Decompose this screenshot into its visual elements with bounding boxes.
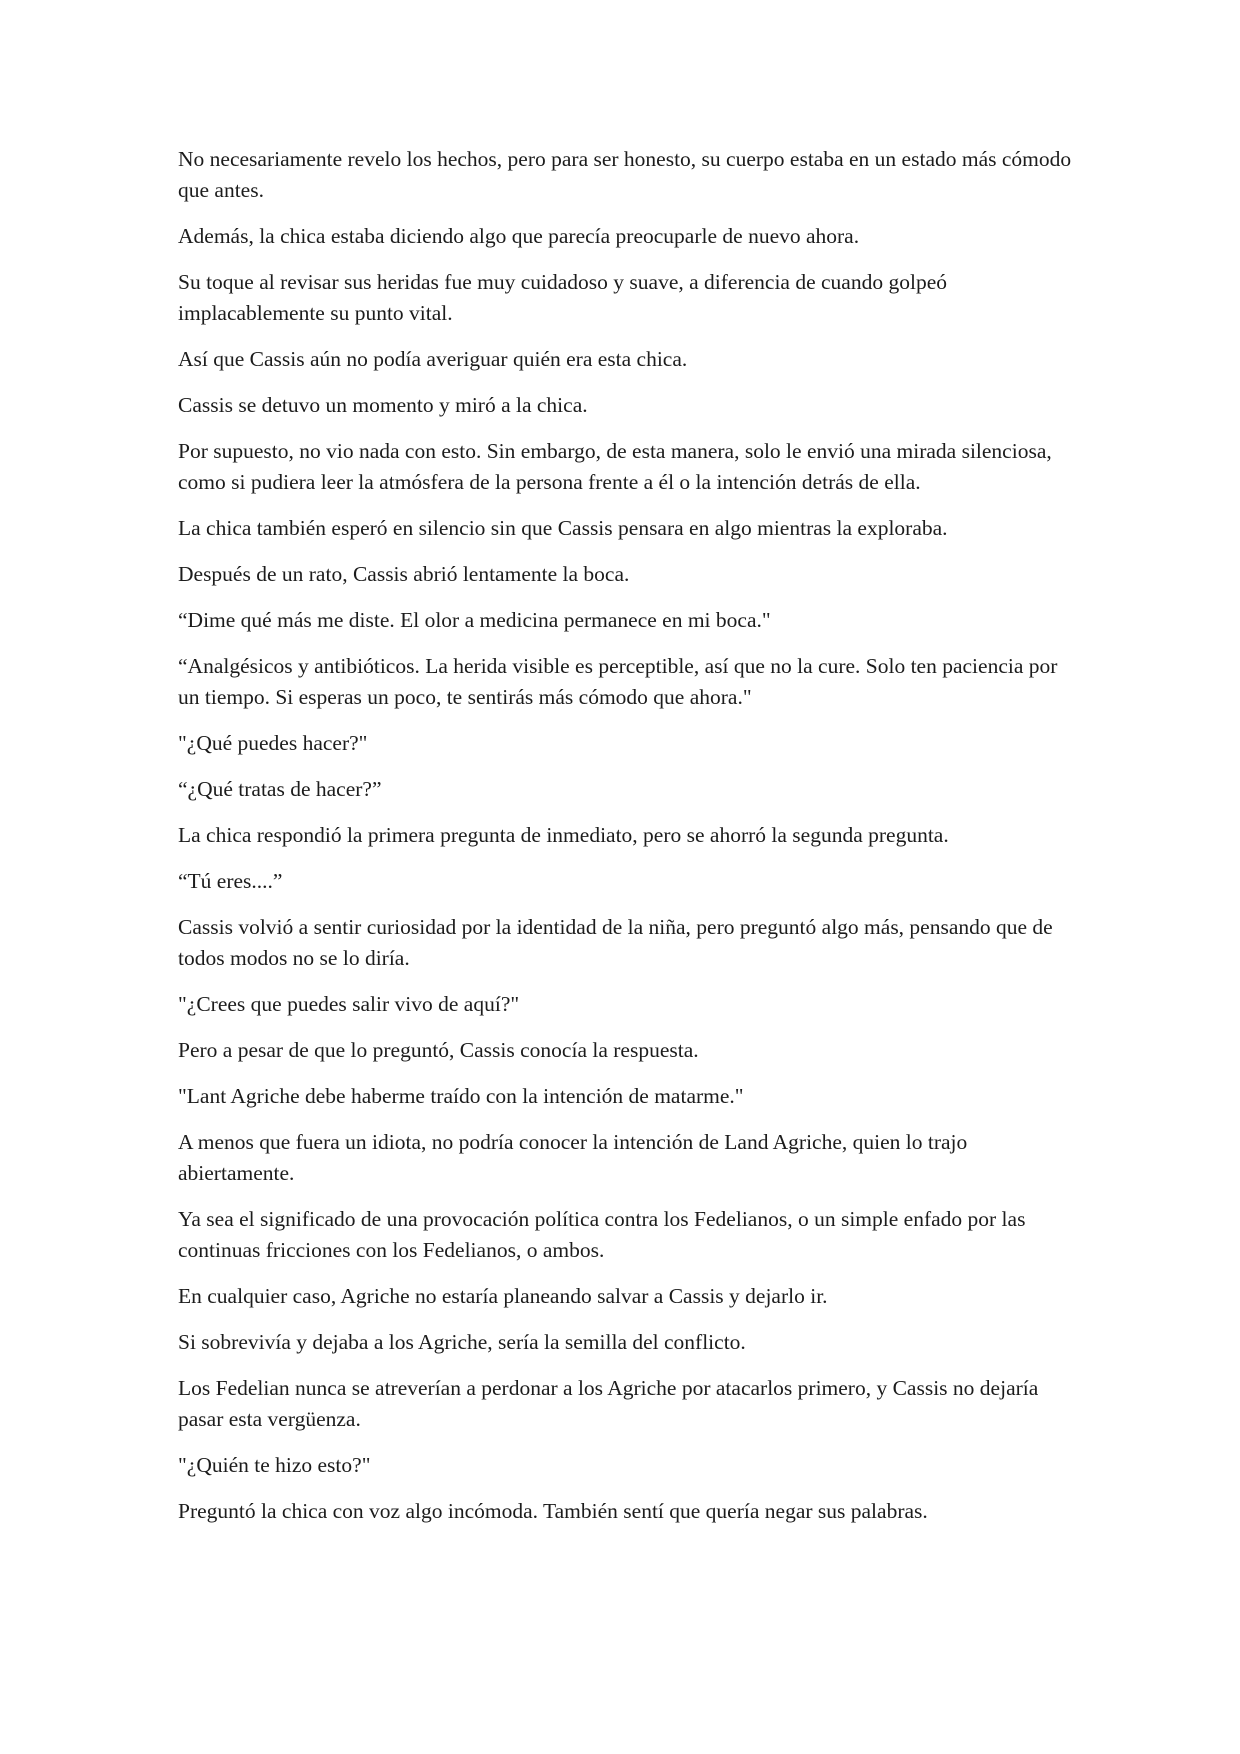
paragraph: “Analgésicos y antibióticos. La herida visible es perceptible, así que no la cure. Solo ten paciencia por un tiempo. Si esperas un poco, te sentirás más cómodo que ahora." <box>178 654 1058 709</box>
paragraph: "¿Qué puedes hacer?" <box>178 731 368 755</box>
paragraph: Los Fedelian nunca se atreverían a perdonar a los Agriche por atacarlos primero, y Cassis no dejaría pasar esta vergüenza. <box>178 1376 1039 1431</box>
paragraph: La chica respondió la primera pregunta de inmediato, pero se ahorró la segunda pregunta. <box>178 823 949 847</box>
paragraph: Además, la chica estaba diciendo algo que parecía preocuparle de nuevo ahora. <box>178 224 860 248</box>
paragraph: Si sobrevivía y dejaba a los Agriche, sería la semilla del conflicto. <box>178 1330 746 1354</box>
paragraph: Cassis se detuvo un momento y miró a la chica. <box>178 393 588 417</box>
paragraph: “Dime qué más me diste. El olor a medicina permanece en mi boca." <box>178 608 771 632</box>
paragraph: “¿Qué tratas de hacer?” <box>178 777 382 801</box>
paragraph: Cassis volvió a sentir curiosidad por la identidad de la niña, pero preguntó algo más, pensando que de todos modos no se lo diría. <box>178 915 1053 970</box>
paragraph: En cualquier caso, Agriche no estaría planeando salvar a Cassis y dejarlo ir. <box>178 1284 828 1308</box>
paragraph: Su toque al revisar sus heridas fue muy cuidadoso y suave, a diferencia de cuando golpeó implacablemente su punto vital. <box>178 270 947 325</box>
paragraph: La chica también esperó en silencio sin que Cassis pensara en algo mientras la exploraba. <box>178 516 948 540</box>
paragraph: Ya sea el significado de una provocación política contra los Fedelianos, o un simple enfado por las continuas fricciones con los Fedelianos, o ambos. <box>178 1207 1026 1262</box>
paragraph: A menos que fuera un idiota, no podría conocer la intención de Land Agriche, quien lo trajo abiertamente. <box>178 1130 968 1185</box>
paragraph: "Lant Agriche debe haberme traído con la intención de matarme." <box>178 1084 744 1108</box>
paragraph: Pero a pesar de que lo preguntó, Cassis conocía la respuesta. <box>178 1038 699 1062</box>
paragraph: No necesariamente revelo los hechos, pero para ser honesto, su cuerpo estaba en un estado más cómodo que antes. <box>178 147 1072 202</box>
paragraph: Preguntó la chica con voz algo incómoda. También sentí que quería negar sus palabras. <box>178 1499 928 1523</box>
paragraph: Después de un rato, Cassis abrió lentamente la boca. <box>178 562 630 586</box>
paragraph: Por supuesto, no vio nada con esto. Sin embargo, de esta manera, solo le envió una mirada silenciosa, como si pudiera leer la atmósfera de la persona frente a él o la intención detrás de ella. <box>178 439 1052 494</box>
paragraph: "¿Quién te hizo esto?" <box>178 1453 371 1477</box>
document-page <box>178 144 1078 1542</box>
paragraph: "¿Crees que puedes salir vivo de aquí?" <box>178 992 520 1016</box>
paragraph: Así que Cassis aún no podía averiguar quién era esta chica. <box>178 347 688 371</box>
paragraph: “Tú eres....” <box>178 869 283 893</box>
